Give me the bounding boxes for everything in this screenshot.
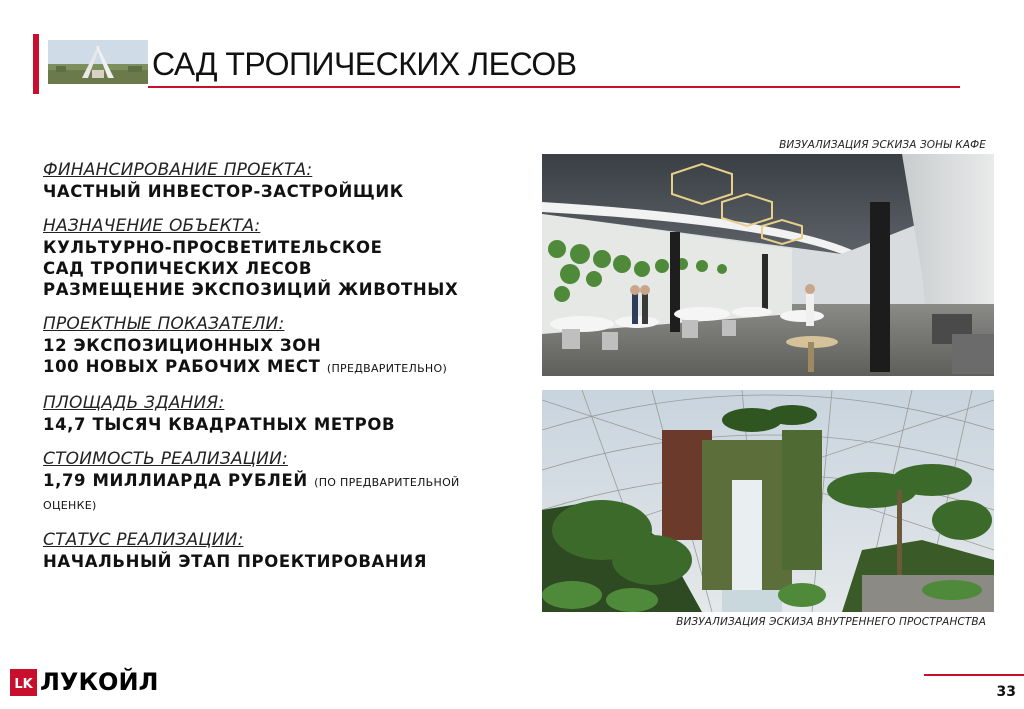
section-label: НАЗНАЧЕНИЕ ОБЪЕКТА: <box>43 216 261 236</box>
page-number: 33 <box>996 684 1016 700</box>
footer-rule <box>924 674 1024 676</box>
interior-visualization-image <box>542 390 994 612</box>
section-value: НАЧАЛЬНЫЙ ЭТАП ПРОЕКТИРОВАНИЯ <box>43 552 428 571</box>
section-label: СТАТУС РЕАЛИЗАЦИИ: <box>43 530 244 550</box>
section-value-note: (ПО ПРЕДВАРИТЕЛЬНОЙ ОЦЕНКЕ) <box>43 476 460 512</box>
title-underline <box>148 86 960 88</box>
section-value-note: (ПРЕДВАРИТЕЛЬНО) <box>326 362 448 375</box>
section-value: КУЛЬТУРНО-ПРОСВЕТИТЕЛЬСКОЕ <box>43 238 383 257</box>
section-value-with-note <box>43 356 513 379</box>
company-logo <box>10 668 158 696</box>
project-info <box>43 160 513 586</box>
section-purpose <box>43 216 513 300</box>
section-area <box>43 393 513 435</box>
section-value: ЧАСТНЫЙ ИНВЕСТОР-ЗАСТРОЙЩИК <box>43 182 404 201</box>
section-value: 14,7 ТЫСЯЧ КВАДРАТНЫХ МЕТРОВ <box>43 415 396 434</box>
section-status <box>43 530 513 572</box>
section-value-main: 100 НОВЫХ РАБОЧИХ МЕСТ <box>43 357 321 376</box>
section-value: 12 ЭКСПОЗИЦИОННЫХ ЗОН <box>43 336 322 355</box>
section-financing <box>43 160 513 202</box>
section-indicators <box>43 314 513 379</box>
title-accent-bar <box>33 34 39 94</box>
lukoil-logo-icon <box>10 669 37 696</box>
page-title: САД ТРОПИЧЕСКИХ ЛЕСОВ <box>152 46 577 82</box>
section-label: ПРОЕКТНЫЕ ПОКАЗАТЕЛИ: <box>43 314 285 334</box>
interior-image-caption: ВИЗУАЛИЗАЦИЯ ЭСКИЗА ВНУТРЕННЕГО ПРОСТРАНСТВА <box>676 616 986 628</box>
section-label: ФИНАНСИРОВАНИЕ ПРОЕКТА: <box>43 160 313 180</box>
section-label: СТОИМОСТЬ РЕАЛИЗАЦИИ: <box>43 449 288 469</box>
section-cost <box>43 449 513 516</box>
cafe-visualization-image <box>542 154 994 376</box>
section-value: САД ТРОПИЧЕСКИХ ЛЕСОВ <box>43 259 313 278</box>
section-label: ПЛОЩАДЬ ЗДАНИЯ: <box>43 393 225 413</box>
section-value-with-note <box>43 470 513 516</box>
section-value-main: 1,79 МИЛЛИАРДА РУБЛЕЙ <box>43 471 308 490</box>
section-value: РАЗМЕЩЕНИЕ ЭКСПОЗИЦИЙ ЖИВОТНЫХ <box>43 280 459 299</box>
monument-photo-icon <box>48 40 148 84</box>
svg-text:LK: LK <box>14 676 33 692</box>
logo-text: ЛУКОЙЛ <box>40 668 159 696</box>
cafe-image-caption: ВИЗУАЛИЗАЦИЯ ЭСКИЗА ЗОНЫ КАФЕ <box>779 139 986 151</box>
